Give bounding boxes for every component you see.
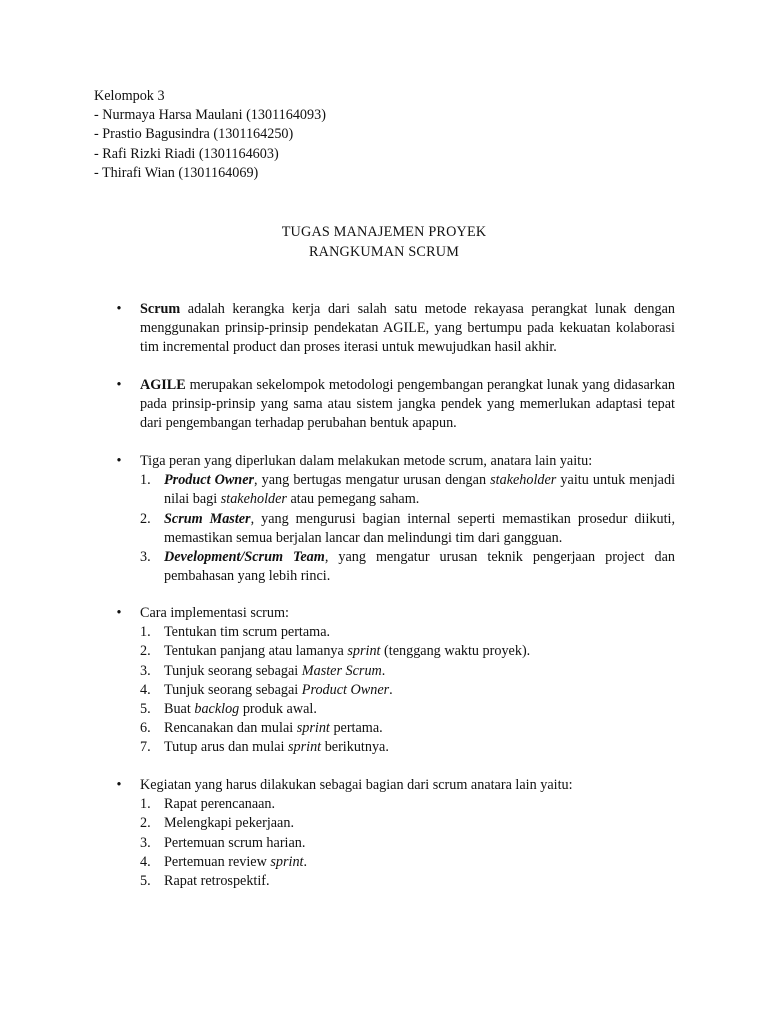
bullet-icon: • [116, 377, 122, 393]
item-emphasis: sprint [296, 720, 330, 737]
item-text: pertama. [329, 720, 383, 737]
item-emphasis: backlog [194, 701, 240, 718]
item-text: Pertemuan review [164, 853, 271, 870]
bullet-icon: • [116, 301, 122, 317]
section-activities [112, 776, 675, 891]
item-emphasis: sprint [270, 853, 304, 870]
item-text: Rencanakan dan mulai [164, 720, 297, 737]
list-number: 4. [140, 681, 151, 698]
document-title [0, 222, 768, 262]
group-name: Kelompok 3 [94, 88, 165, 104]
item-text: Tunjuk seorang sebagai [164, 681, 302, 698]
list-item [112, 872, 675, 891]
bullet-item [112, 376, 675, 434]
item-emphasis: sprint [347, 643, 381, 660]
roles-intro: Tiga peran yang diperlukan dalam melakukan metode scrum, anatara lain yaitu: [140, 453, 593, 469]
role-term: Scrum Master [164, 510, 251, 527]
list-number: 2. [140, 815, 151, 832]
role-text: , yang bertugas mengatur urusan dengan [254, 472, 491, 489]
section-implementation [112, 604, 675, 758]
implementation-intro: Cara implementasi scrum: [140, 605, 289, 621]
list-item [112, 681, 675, 700]
item-text: . [303, 853, 308, 870]
bullet-icon: • [116, 605, 122, 621]
item-text: . [381, 662, 386, 679]
role-emphasis: stakeholder [220, 491, 287, 508]
list-number: 1. [140, 796, 151, 813]
list-number: 7. [140, 739, 151, 756]
title-line-1: TUGAS MANAJEMEN PROYEK [281, 224, 487, 240]
bullet-item [112, 776, 675, 795]
section-roles [112, 452, 675, 586]
list-number: 4. [140, 853, 151, 870]
item-text: Tentukan tim scrum pertama. [164, 624, 331, 641]
list-number: 2. [140, 643, 151, 660]
item-text: Pertemuan scrum harian. [164, 834, 306, 851]
list-item [112, 834, 675, 853]
item-text: produk awal. [239, 701, 317, 718]
bullet-item [112, 300, 675, 358]
bullet-icon: • [116, 777, 122, 793]
list-item [112, 548, 675, 586]
role-text: atau pemegang saham. [286, 491, 420, 508]
role-text: yaitu untuk menjadi nilai bagi [164, 472, 676, 508]
title-line-2: RANGKUMAN SCRUM [308, 244, 460, 260]
activities-intro: Kegiatan yang harus dilakukan sebagai bagian dari scrum anatara lain yaitu: [140, 777, 573, 793]
item-text: Tutup arus dan mulai [164, 739, 289, 756]
member-line: - Prastio Bagusindra (1301164250) [94, 126, 294, 143]
list-number: 3. [140, 662, 151, 679]
member-line: - Nurmaya Harsa Maulani (1301164093) [94, 107, 326, 124]
role-emphasis: stakeholder [490, 472, 557, 489]
bullet-item [112, 452, 675, 471]
role-term: Development/Scrum Team [164, 549, 325, 566]
role-term: Product Owner [164, 472, 255, 489]
list-number: 6. [140, 720, 151, 737]
list-number: 5. [140, 873, 151, 890]
list-item [112, 510, 675, 548]
section-agile-definition [112, 376, 675, 434]
list-item [112, 814, 675, 833]
agile-paragraph [140, 376, 675, 434]
list-number: 5. [140, 701, 151, 718]
list-number: 1. [140, 624, 151, 641]
member-line: - Rafi Rizki Riadi (1301164603) [94, 145, 279, 162]
bullet-item [112, 604, 675, 623]
item-emphasis: sprint [288, 739, 322, 756]
list-item [112, 738, 675, 757]
group-header [94, 87, 494, 183]
list-item [112, 853, 675, 872]
item-text: Tentukan panjang atau lamanya [164, 643, 348, 660]
scrum-paragraph [140, 300, 675, 358]
list-number: 3. [140, 834, 151, 851]
item-text: Tunjuk seorang sebagai [164, 662, 302, 679]
list-number: 3. [140, 549, 151, 566]
list-number: 2. [140, 510, 151, 527]
bullet-icon: • [116, 453, 122, 469]
item-text: Buat [164, 701, 195, 718]
list-item [112, 662, 675, 681]
list-number: 1. [140, 472, 151, 489]
role-text: , yang mengurusi bagian internal seperti memastikan prosedur diikuti, memastikan semua berjalan lancar dan melindungi tim dari gangguan. [164, 510, 676, 546]
section-scrum-definition [112, 300, 675, 358]
item-text: . [389, 681, 393, 698]
item-text: (tenggang waktu proyek). [380, 643, 531, 660]
scrum-text: adalah kerangka kerja dari salah satu metode rekayasa perangkat lunak dengan menggunakan prinsip-prinsip pendekatan AGILE, yang bertumpu pada kekuatan kolaborasi tim incremental product dan proses iterasi untuk mewujudkan hasil akhir. [140, 301, 675, 356]
item-text: Rapat retrospektif. [164, 873, 270, 890]
list-item [112, 642, 675, 661]
term-agile: AGILE [140, 377, 186, 393]
list-item [112, 795, 675, 814]
item-text: berikutnya. [321, 739, 389, 756]
list-item [112, 471, 675, 509]
member-line: - Thirafi Wian (1301164069) [94, 164, 259, 181]
item-emphasis: Master Scrum [301, 662, 382, 679]
activities-list [112, 795, 675, 891]
agile-text: merupakan sekelompok metodologi pengembangan perangkat lunak yang didasarkan pada prinsip-prinsip yang sama atau sistem jangka pendek yang memerlukan adaptasi tepat dari pengembangan terhadap perubahan bentuk apapun. [140, 377, 675, 432]
item-text: Melengkapi pekerjaan. [164, 815, 294, 832]
role-text: , yang mengatur urusan teknik pengerjaan project dan pembahasan yang lebih rinci. [164, 549, 676, 585]
roles-list [112, 471, 675, 586]
list-item [112, 700, 675, 719]
implementation-list [112, 623, 675, 757]
item-text: Rapat perencanaan. [164, 796, 276, 813]
list-item [112, 623, 675, 642]
item-emphasis: Product Owner [301, 681, 390, 698]
list-item [112, 719, 675, 738]
term-scrum: Scrum [140, 301, 181, 317]
